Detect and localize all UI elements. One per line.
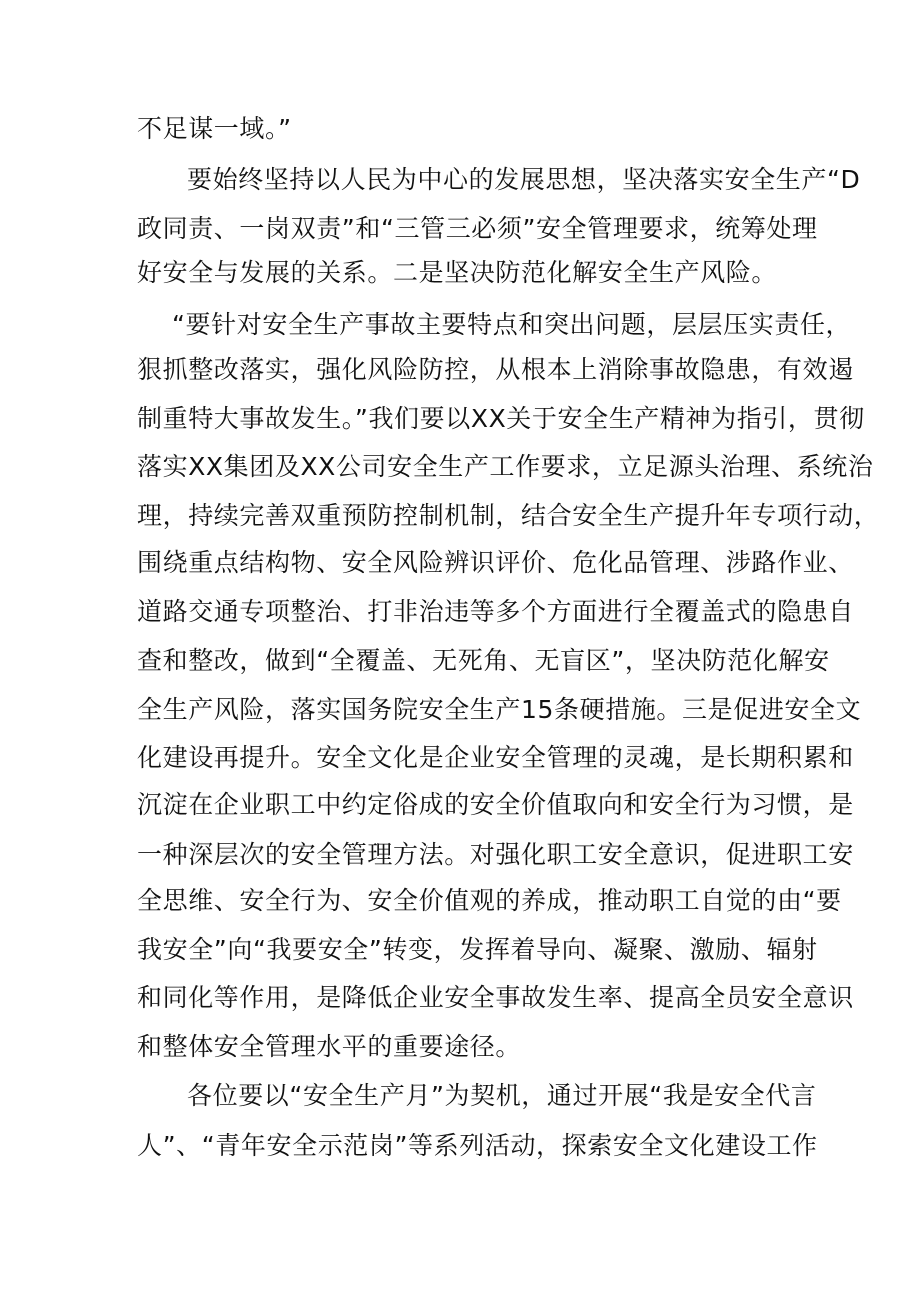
- text-line: 查和整改，做到“全覆盖、无死角、无盲区”，坚决防范化解安: [137, 646, 830, 675]
- text-line: 道路交通专项整治、打非治违等多个方面进行全覆盖式的隐患自: [137, 597, 854, 626]
- text-line: 化建设再提升。安全文化是企业安全管理的灵魂，是长期积累和: [137, 743, 854, 772]
- text-line: 围绕重点结构物、安全风险辨识评价、危化品管理、涉路作业、: [137, 548, 854, 577]
- text-line: 落实XX集团及XX公司安全生产工作要求，立足源头治理、系统治: [137, 452, 874, 481]
- text-line: 狠抓整改落实，强化风险防控，从根本上消除事故隐患，有效遏: [137, 355, 854, 384]
- text-line: 各位要以“安全生产月”为契机，通过开展“我是安全代言: [187, 1081, 817, 1110]
- text-line: “要针对安全生产事故主要特点和突出问题，层层压实责任，: [172, 310, 852, 339]
- text-line: 和整体安全管理水平的重要途径。: [137, 1032, 522, 1061]
- text-line: 不足谋一域。”: [137, 114, 292, 143]
- text-line: 政同责、一岗双责”和“三管三必须”安全管理要求，统筹处理: [137, 214, 818, 243]
- text-line: 全生产风险，落实国务院安全生产15条硬措施。三是促进安全文: [137, 695, 862, 724]
- text-line: 要始终坚持以人民为中心的发展思想，坚决落实安全生产“D: [187, 165, 861, 194]
- text-line: 理，持续完善双重预防控制机制，结合安全生产提升年专项行动，: [137, 501, 880, 530]
- text-line: 一种深层次的安全管理方法。对强化职工安全意识，促进职工安: [137, 840, 854, 869]
- text-line: 沉淀在企业职工中约定俗成的安全价值取向和安全行为习惯，是: [137, 790, 854, 819]
- text-line: 我安全”向“我要安全”转变，发挥着导向、凝聚、激励、辐射: [137, 935, 818, 964]
- text-line: 和同化等作用，是降低企业安全事故发生率、提高全员安全意识: [137, 983, 854, 1012]
- text-line: 制重特大事故发生。”我们要以XX关于安全生产精神为指引，贯彻: [137, 404, 865, 433]
- text-line: 全思维、安全行为、安全价值观的养成，推动职工自觉的由“要: [137, 886, 842, 915]
- text-line: 人”、“青年安全示范岗”等系列活动，探索安全文化建设工作: [137, 1131, 818, 1160]
- text-line: 好安全与发展的关系。二是坚决防范化解安全生产风险。: [137, 258, 778, 287]
